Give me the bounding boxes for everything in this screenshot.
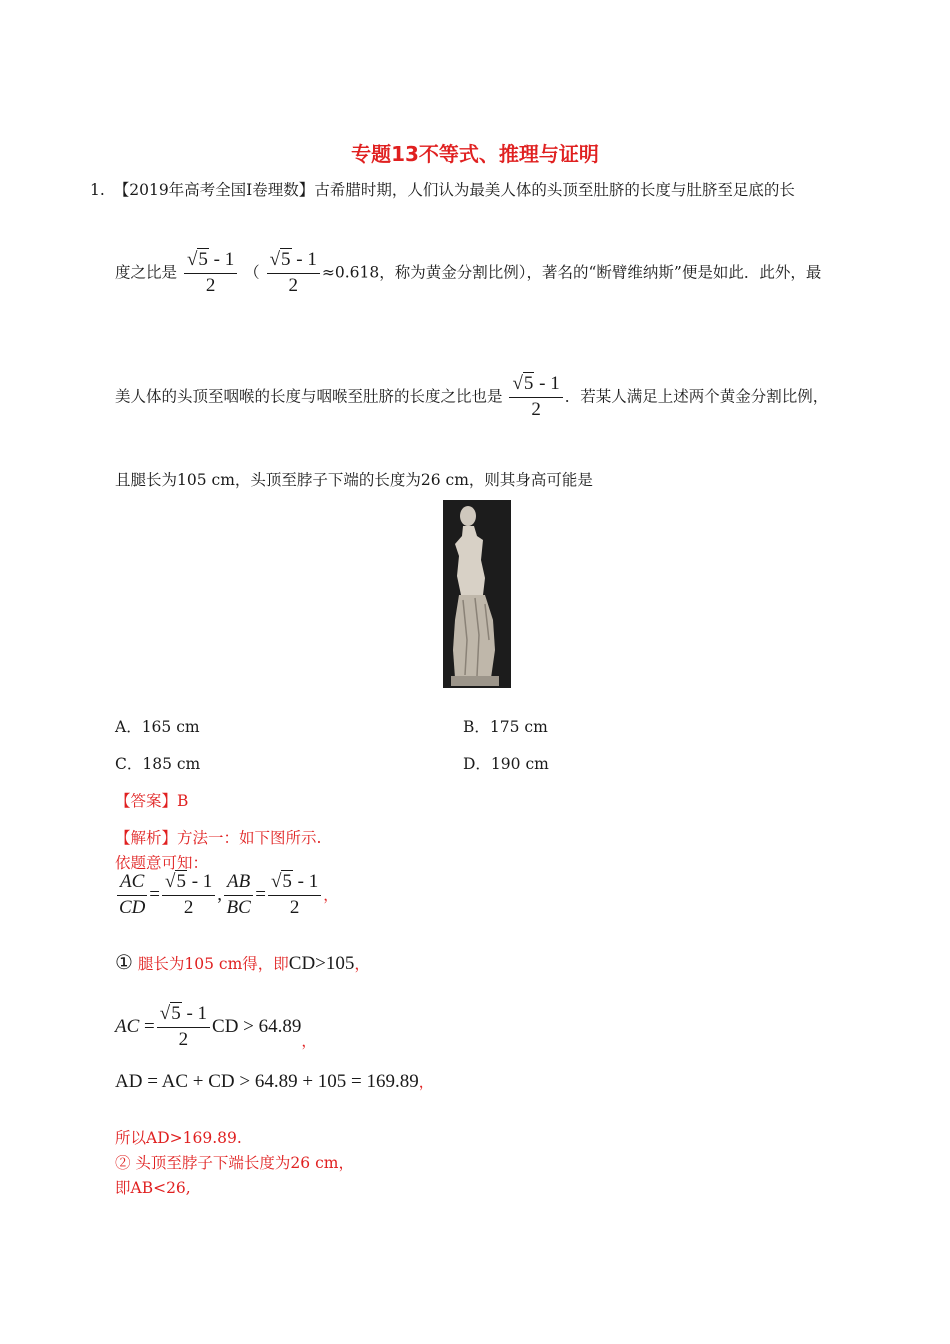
ratio-equations: $\frac{AC}{CD}$ = $\frac{√5 - 1}{2}$ , $\frac{AB}{BC}$ = $\frac{√5 - 1}{2}$ ，	[118, 871, 339, 918]
golden-ratio-fraction: $\frac{√5 - 1}{2}$	[509, 374, 562, 421]
conclusion-1: 所以AD>169.89.	[115, 1129, 242, 1147]
option-b: B．175 cm	[463, 718, 548, 736]
golden-ratio-fraction: $\frac{√5 - 1}{2}$	[184, 250, 237, 297]
question-1-line-3	[115, 374, 828, 421]
venus-de-milo-image	[443, 500, 511, 688]
page-title: 专题13不等式、推理与证明	[351, 142, 599, 166]
question-source: 【2019年高考全国Ⅰ卷理数】	[113, 181, 315, 199]
option-d: D．190 cm	[463, 755, 549, 773]
analysis-intro: 依题意可知：	[115, 854, 209, 872]
answer: 【答案】B	[115, 792, 189, 810]
ac-equation: AC = $\frac{√5 - 1}{2}$ CD > $64.89_,$	[115, 1003, 317, 1050]
golden-ratio-fraction: $\frac{√5 - 1}{2}$	[267, 250, 320, 297]
step-2b: 即AB<26,	[115, 1179, 191, 1197]
question-1-line-1	[90, 178, 795, 200]
question-text-3a: 美人体的头顶至咽喉的长度与咽喉至肚脐的长度之比也是	[115, 387, 503, 406]
step-1: ① 腿长为105 cm得，即CD>105，	[115, 950, 370, 974]
option-c: C．185 cm	[115, 755, 201, 773]
option-a: A．165 cm	[115, 718, 200, 736]
question-text-2b: ≈0.618，称为黄金分割比例），著名的“断臂维纳斯”便是如此．此外，最	[321, 263, 822, 282]
question-1-line-2	[115, 250, 821, 297]
question-1-line-4: 且腿长为105 cm，头顶至脖子下端的长度为26 cm，则其身高可能是	[115, 471, 593, 489]
question-text-3b: ．若某人满足上述两个黄金分割比例，	[564, 387, 829, 406]
ad-equation: AD = AC + CD > 64.89 + 105 = 169.89，	[115, 1071, 434, 1092]
analysis-label: 【解析】方法一：如下图所示.	[115, 829, 322, 847]
question-text-2a: 度之比是	[115, 263, 178, 282]
question-text-1: 古希腊时期，人们认为最美人体的头顶至肚脐的长度与肚脐至足底的长	[314, 181, 795, 199]
question-number: 1.	[90, 181, 105, 199]
step-2: ② 头顶至脖子下端长度为26 cm，	[115, 1154, 354, 1172]
paren-open: （	[244, 263, 260, 282]
